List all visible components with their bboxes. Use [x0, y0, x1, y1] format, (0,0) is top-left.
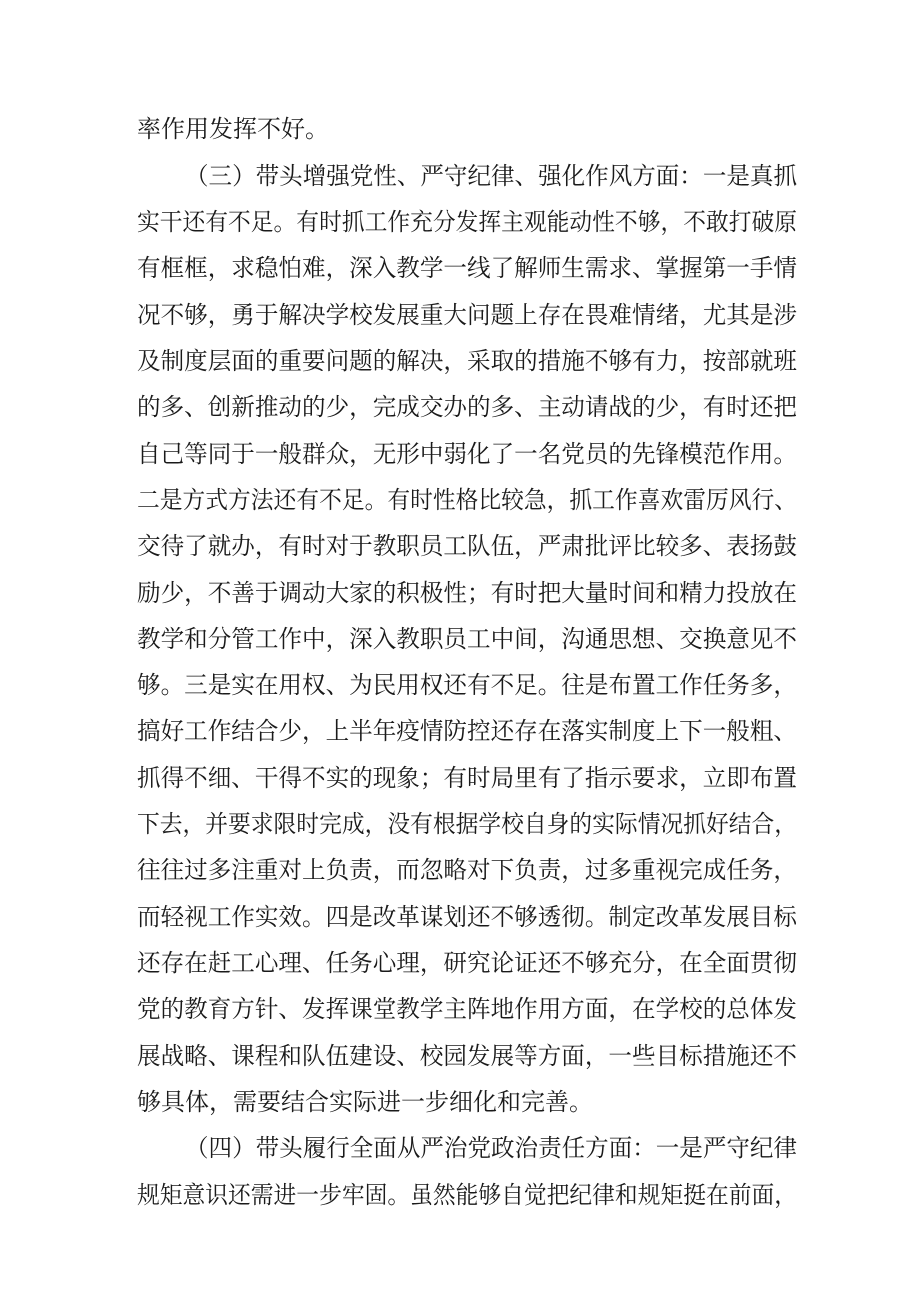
text-line: 下去，并要求限时完成，没有根据学校自身的实际情况抓好结合，: [137, 810, 797, 838]
text-line: 还存在赶工心理、任务心理，研究论证还不够充分，在全面贯彻: [137, 949, 797, 977]
text-line: 实干还有不足。有时抓工作充分发挥主观能动性不够，不敢打破原: [137, 208, 797, 236]
text-line: 展战略、课程和队伍建设、校园发展等方面，一些目标措施还不: [137, 1042, 797, 1070]
text-line: 励少，不善于调动大家的积极性；有时把大量时间和精力投放在: [137, 579, 797, 607]
text-line: 二是方式方法还有不足。有时性格比较急，抓工作喜欢雷厉风行、: [137, 486, 797, 514]
text-line: 够。三是实在用权、为民用权还有不足。往是布置工作任务多，: [137, 671, 797, 699]
text-line: 够具体，需要结合实际进一步细化和完善。: [137, 1088, 593, 1116]
section-heading-four: （四）带头履行全面从严治党政治责任方面：一是严守纪律: [185, 1134, 797, 1162]
text-line: 而轻视工作实效。四是改革谋划还不够透彻。制定改革发展目标: [137, 903, 797, 931]
text-line: 往往过多注重对上负责，而忽略对下负责，过多重视完成任务，: [137, 856, 797, 884]
text-line: 率作用发挥不好。: [137, 115, 329, 143]
text-line: 党的教育方针、发挥课堂教学主阵地作用方面，在学校的总体发: [137, 995, 797, 1023]
text-line: 况不够，勇于解决学校发展重大问题上存在畏难情绪，尤其是涉: [137, 301, 797, 329]
text-line: 抓得不细、干得不实的现象；有时局里有了指示要求，立即布置: [137, 764, 797, 792]
text-line: 有框框，求稳怕难，深入教学一线了解师生需求、掌握第一手情: [137, 254, 797, 282]
text-line: 及制度层面的重要问题的解决，采取的措施不够有力，按部就班: [137, 347, 797, 375]
text-line: 交待了就办，有时对于教职员工队伍，严肃批评比较多、表扬鼓: [137, 532, 797, 560]
text-line: 的多、创新推动的少，完成交办的多、主动请战的少，有时还把: [137, 393, 797, 421]
text-line: 自己等同于一般群众，无形中弱化了一名党员的先锋模范作用。: [137, 440, 797, 468]
text-line: 搞好工作结合少，上半年疫情防控还存在落实制度上下一般粗、: [137, 717, 797, 745]
section-heading-three: （三）带头增强党性、严守纪律、强化作风方面：一是真抓: [185, 162, 797, 190]
text-line: 规矩意识还需进一步牢固。虽然能够自觉把纪律和规矩挺在前面，: [137, 1181, 797, 1209]
text-line: 教学和分管工作中，深入教职员工中间，沟通思想、交换意见不: [137, 625, 797, 653]
